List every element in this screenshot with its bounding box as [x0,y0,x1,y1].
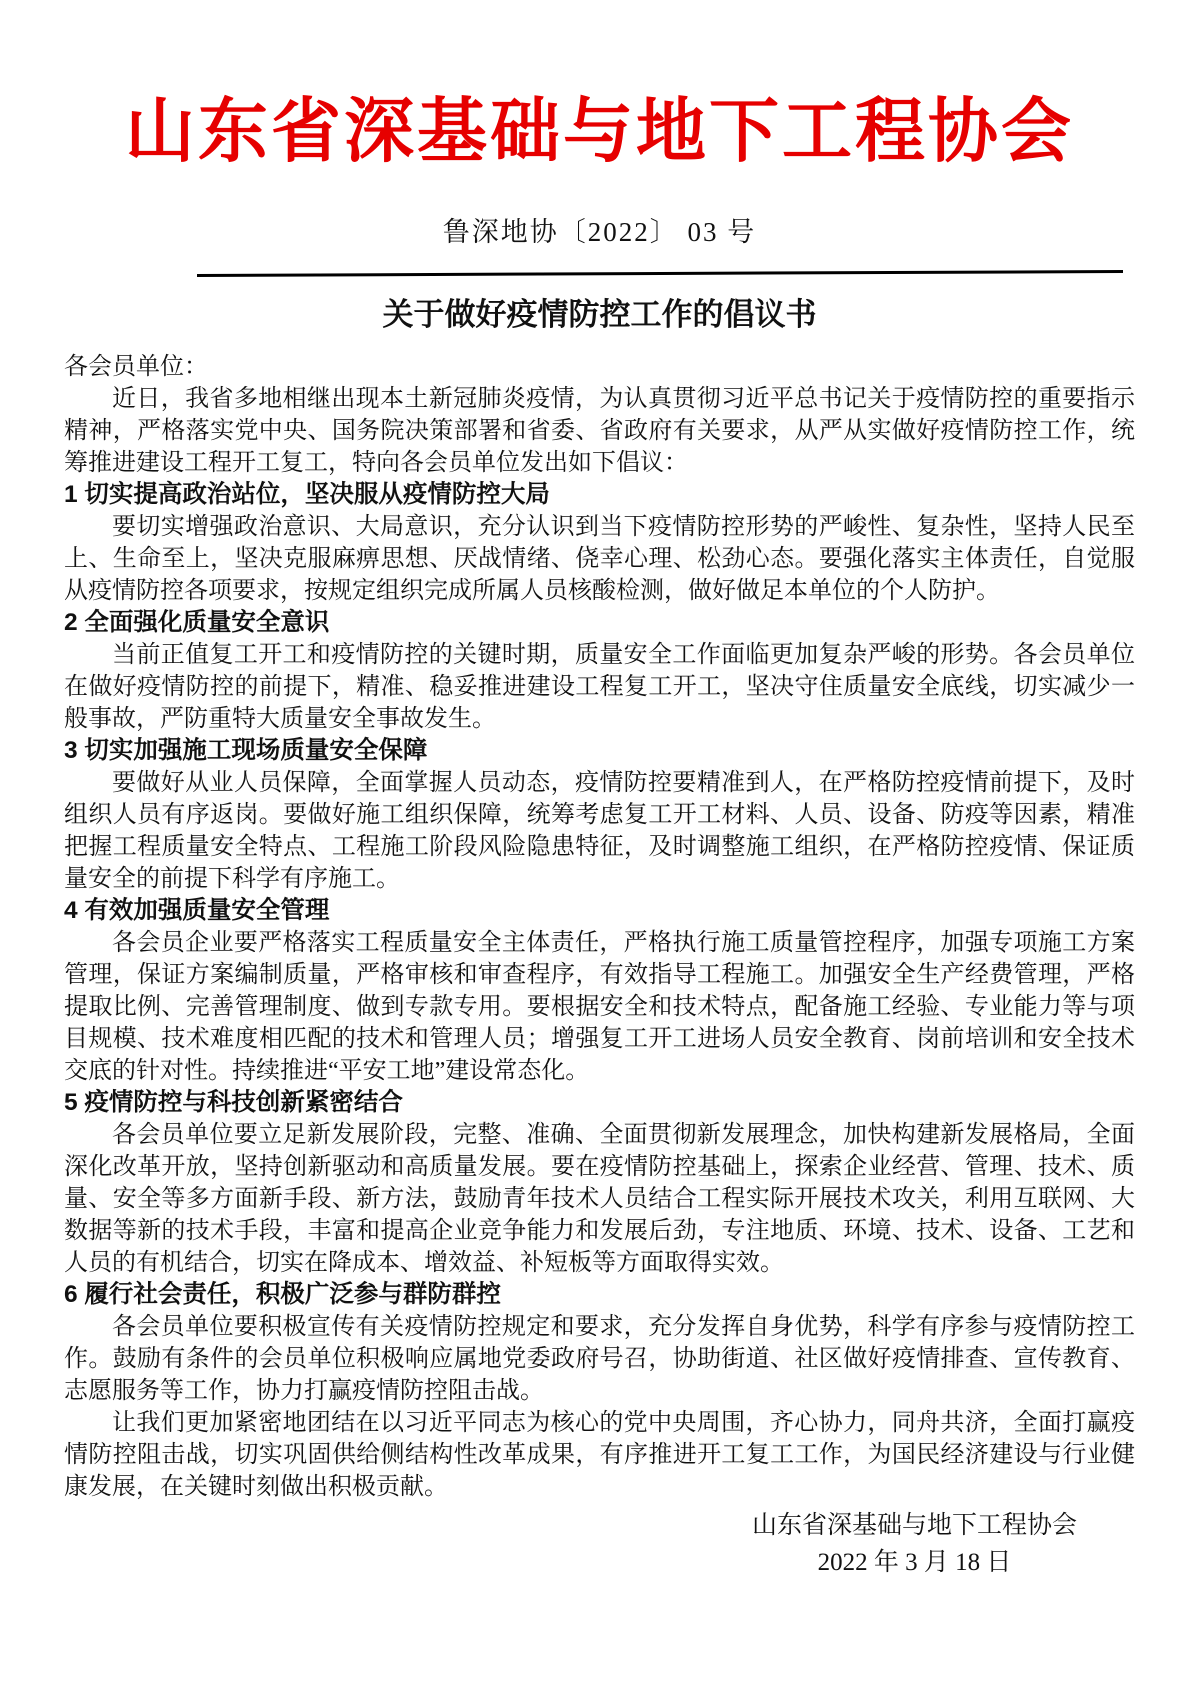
document-number: 鲁深地协〔2022〕 03 号 [442,217,757,247]
signoff-block [752,1507,1077,1581]
organization-letterhead-title: 山东省深基础与地下工程协会 [125,94,1074,171]
letterhead-divider-line [197,270,1123,277]
document-body [64,351,1135,1503]
intro-paragraph: 近日，我省多地相继出现本土新冠肺炎疫情，为认真贯彻习近平总书记关于疫情防控的重要指示精神，严格落实党中央、国务院决策部署和省委、省政府有关要求，从严从实做好疫情防控工作，统筹推进建设工程开工复工，特向各会员单位发出如下倡议： [64,386,1135,476]
closing-paragraph: 让我们更加紧密地团结在以习近平同志为核心的党中央周围，齐心协力，同舟共济，全面打赢疫情防控阻击战，切实巩固供给侧结构性改革成果，有序推进开工复工工作，为国民经济建设与行业健康发展，在关键时刻做出积极贡献。 [64,1410,1135,1500]
salutation: 各会员单位： [64,354,208,380]
section-6-body: 各会员单位要积极宣传有关疫情防控规定和要求，充分发挥自身优势，科学有序参与疫情防控工作。鼓励有条件的会员单位积极响应属地党委政府号召，协助街道、社区做好疫情排查、宣传教育、志愿服务等工作，协力打赢疫情防控阻击战。 [64,1314,1135,1404]
section-3-heading: 3 切实加强施工现场质量安全保障 [64,737,428,764]
signature-organization: 山东省深基础与地下工程协会 [751,1512,1077,1539]
document-title: 关于做好疫情防控工作的倡议书 [382,297,817,332]
section-4-heading: 4 有效加强质量安全管理 [64,897,330,924]
section-2-body: 当前正值复工开工和疫情防控的关键时期，质量安全工作面临更加复杂严峻的形势。各会员单位在做好疫情防控的前提下，精准、稳妥推进建设工程复工开工，坚决守住质量安全底线，切实减少一般事故，严防重特大质量安全事故发生。 [64,642,1135,732]
signature-date: 2022 年 3 月 18 日 [817,1549,1012,1576]
section-6-heading: 6 履行社会责任，积极广泛参与群防群控 [64,1281,501,1308]
section-1-body: 要切实增强政治意识、大局意识，充分认识到当下疫情防控形势的严峻性、复杂性，坚持人民至上、生命至上，坚决克服麻痹思想、厌战情绪、侥幸心理、松劲心态。要强化落实主体责任，自觉服从疫情防控各项要求，按规定组织完成所属人员核酸检测，做好做足本单位的个人防护。 [64,514,1135,604]
section-5-body: 各会员单位要立足新发展阶段，完整、准确、全面贯彻新发展理念，加快构建新发展格局，全面深化改革开放，坚持创新驱动和高质量发展。要在疫情防控基础上，探索企业经营、管理、技术、质量、安全等多方面新手段、新方法，鼓励青年技术人员结合工程实际开展技术攻关，利用互联网、大数据等新的技术手段，丰富和提高企业竞争能力和发展后劲，专注地质、环境、技术、设备、工艺和人员的有机结合，切实在降成本、增效益、补短板等方面取得实效。 [64,1122,1135,1276]
section-4-body: 各会员企业要严格落实工程质量安全主体责任，严格执行施工质量管控程序，加强专项施工方案管理，保证方案编制质量，严格审核和审查程序，有效指导工程施工。加强安全生产经费管理，严格提取比例、完善管理制度、做到专款专用。要根据安全和技术特点，配备施工经验、专业能力等与项目规模、技术难度相匹配的技术和管理人员；增强复工开工进场人员安全教育、岗前培训和安全技术交底的针对性。持续推进“平安工地”建设常态化。 [64,930,1135,1084]
section-3-body: 要做好从业人员保障，全面掌握人员动态，疫情防控要精准到人，在严格防控疫情前提下，及时组织人员有序返岗。要做好施工组织保障，统筹考虑复工开工材料、人员、设备、防疫等因素，精准把握工程质量安全特点、工程施工阶段风险隐患特征，及时调整施工组织，在严格防控疫情、保证质量安全的前提下科学有序施工。 [64,770,1135,892]
section-5-heading: 5 疫情防控与科技创新紧密结合 [64,1089,403,1116]
section-1-heading: 1 切实提高政治站位，坚决服从疫情防控大局 [64,481,550,508]
section-2-heading: 2 全面强化质量安全意识 [64,609,330,636]
